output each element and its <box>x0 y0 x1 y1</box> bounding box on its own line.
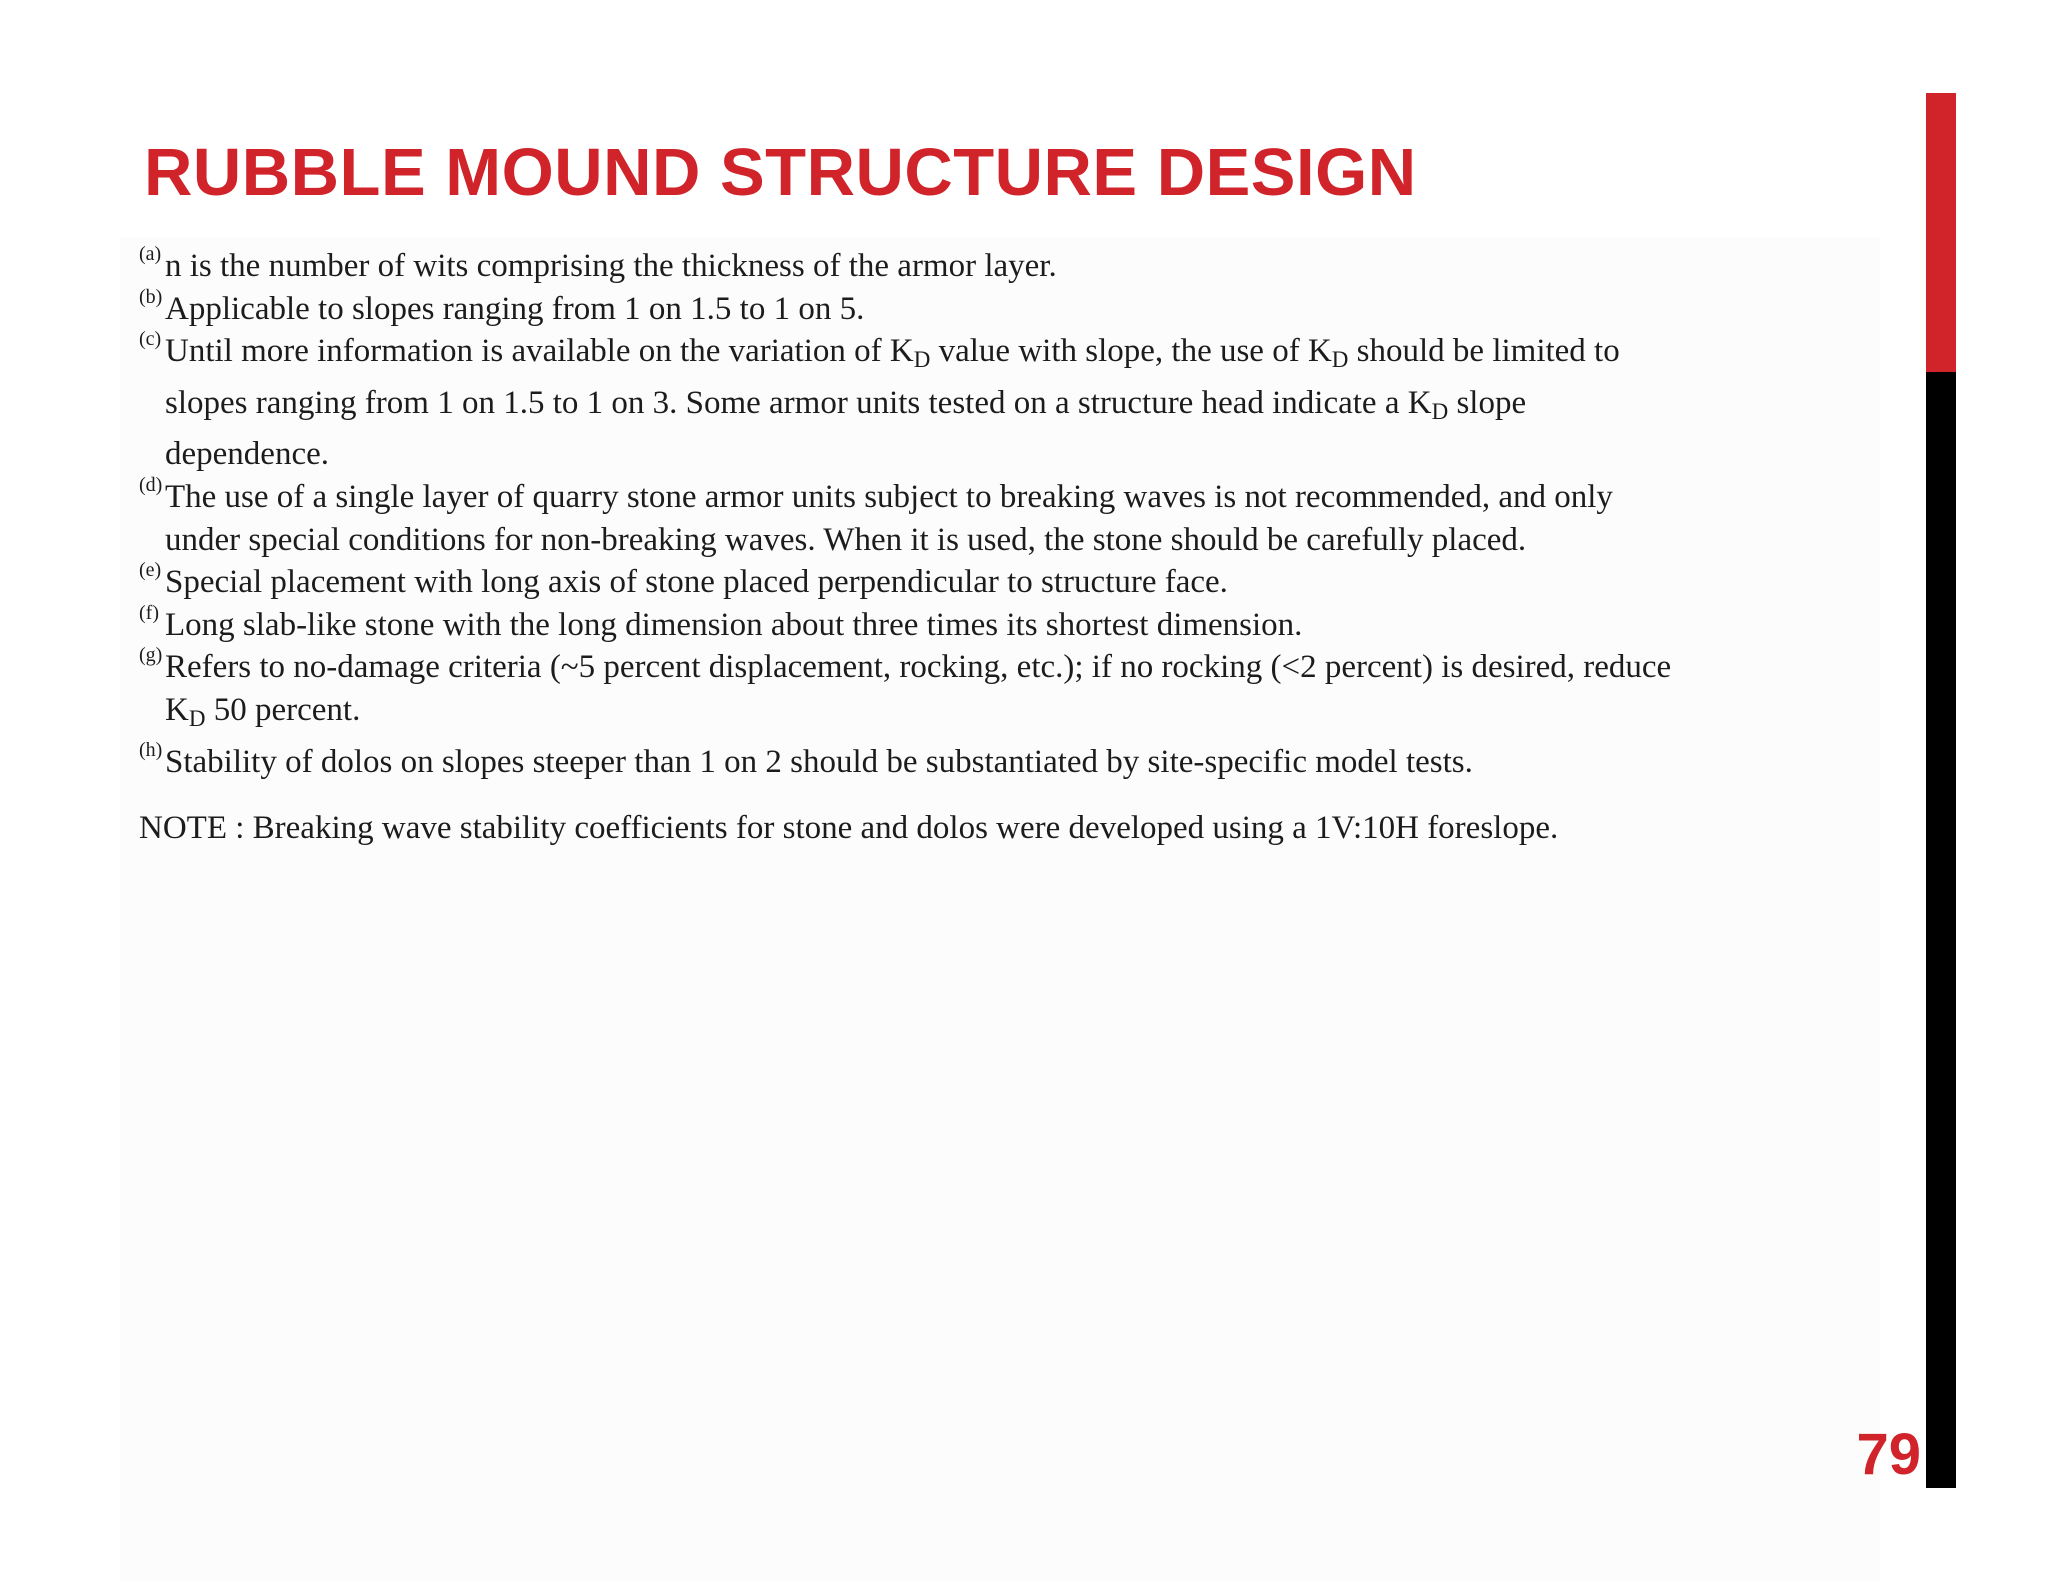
subscript: D <box>1431 398 1449 424</box>
footnotes-list <box>139 245 1899 783</box>
accent-bar-red <box>1926 93 1956 372</box>
footnote-text: should be limited to <box>1348 333 1620 370</box>
footnote-text: Stability of dolos on slopes steeper than 1 on 2 should be substantiated by site-specific model tests. <box>165 743 1473 780</box>
footnote-text: slopes ranging from 1 on 1.5 to 1 on 3. Some armor units tested on a structure head indicate a K <box>165 384 1432 421</box>
slide-title: RUBBLE MOUND STRUCTURE DESIGN <box>144 135 1417 210</box>
footnote-marker: (e) <box>139 559 162 582</box>
footnote-marker: (g) <box>139 644 163 667</box>
footnote-d <box>139 473 1899 561</box>
footnote-text: K <box>165 691 189 728</box>
footnote-marker: (h) <box>139 738 163 761</box>
footnote-f <box>139 601 1899 647</box>
footnote-marker: (a) <box>139 243 162 265</box>
footnote-text: Refers to no-damage criteria (~5 percent displacement, rocking, etc.); if no rocking (<2 percent) is desired, reduce <box>165 649 1672 686</box>
footnote-h <box>139 738 1899 784</box>
footnote-text: Long slab-like stone with the long dimension about three times its shortest dimension. <box>165 606 1303 643</box>
page-number: 79 <box>1856 1422 1921 1487</box>
footnote-text: dependence. <box>165 436 329 473</box>
footnote-b <box>139 285 1899 331</box>
subscript: D <box>913 347 931 373</box>
footnote-text: 50 percent. <box>205 691 361 728</box>
footnote-e <box>139 561 1899 604</box>
accent-bar-black <box>1926 372 1956 1488</box>
footnote-g <box>139 646 1899 740</box>
footnote-text: Until more information is available on the variation of K <box>165 333 914 370</box>
footnote-text: slope <box>1448 384 1527 421</box>
footnote-text: Special placement with long axis of stone placed perpendicular to structure face. <box>165 564 1228 601</box>
footnote-marker: (d) <box>139 473 163 496</box>
subscript: D <box>188 705 206 731</box>
footnote-text: n is the number of wits comprising the thickness of the armor layer. <box>165 248 1057 284</box>
footnote-c <box>139 330 1899 476</box>
footnote-text: The use of a single layer of quarry stone armor units subject to breaking waves is not recommended, and only <box>165 478 1613 515</box>
subscript: D <box>1331 347 1349 373</box>
note-text: NOTE : Breaking wave stability coefficients for stone and dolos were developed using a 1V:10H foreslope. <box>139 810 1559 846</box>
footnote-marker: (c) <box>139 328 162 351</box>
footnote-text: under special conditions for non-breaking waves. When it is used, the stone should be carefully placed. <box>165 521 1527 558</box>
footnote-text: value with slope, the use of K <box>930 333 1332 370</box>
footnote-marker: (f) <box>139 601 159 624</box>
footnote-a <box>139 245 1899 288</box>
footnote-marker: (b) <box>139 285 163 308</box>
footnote-text: Applicable to slopes ranging from 1 on 1.5 to 1 on 5. <box>165 290 865 327</box>
